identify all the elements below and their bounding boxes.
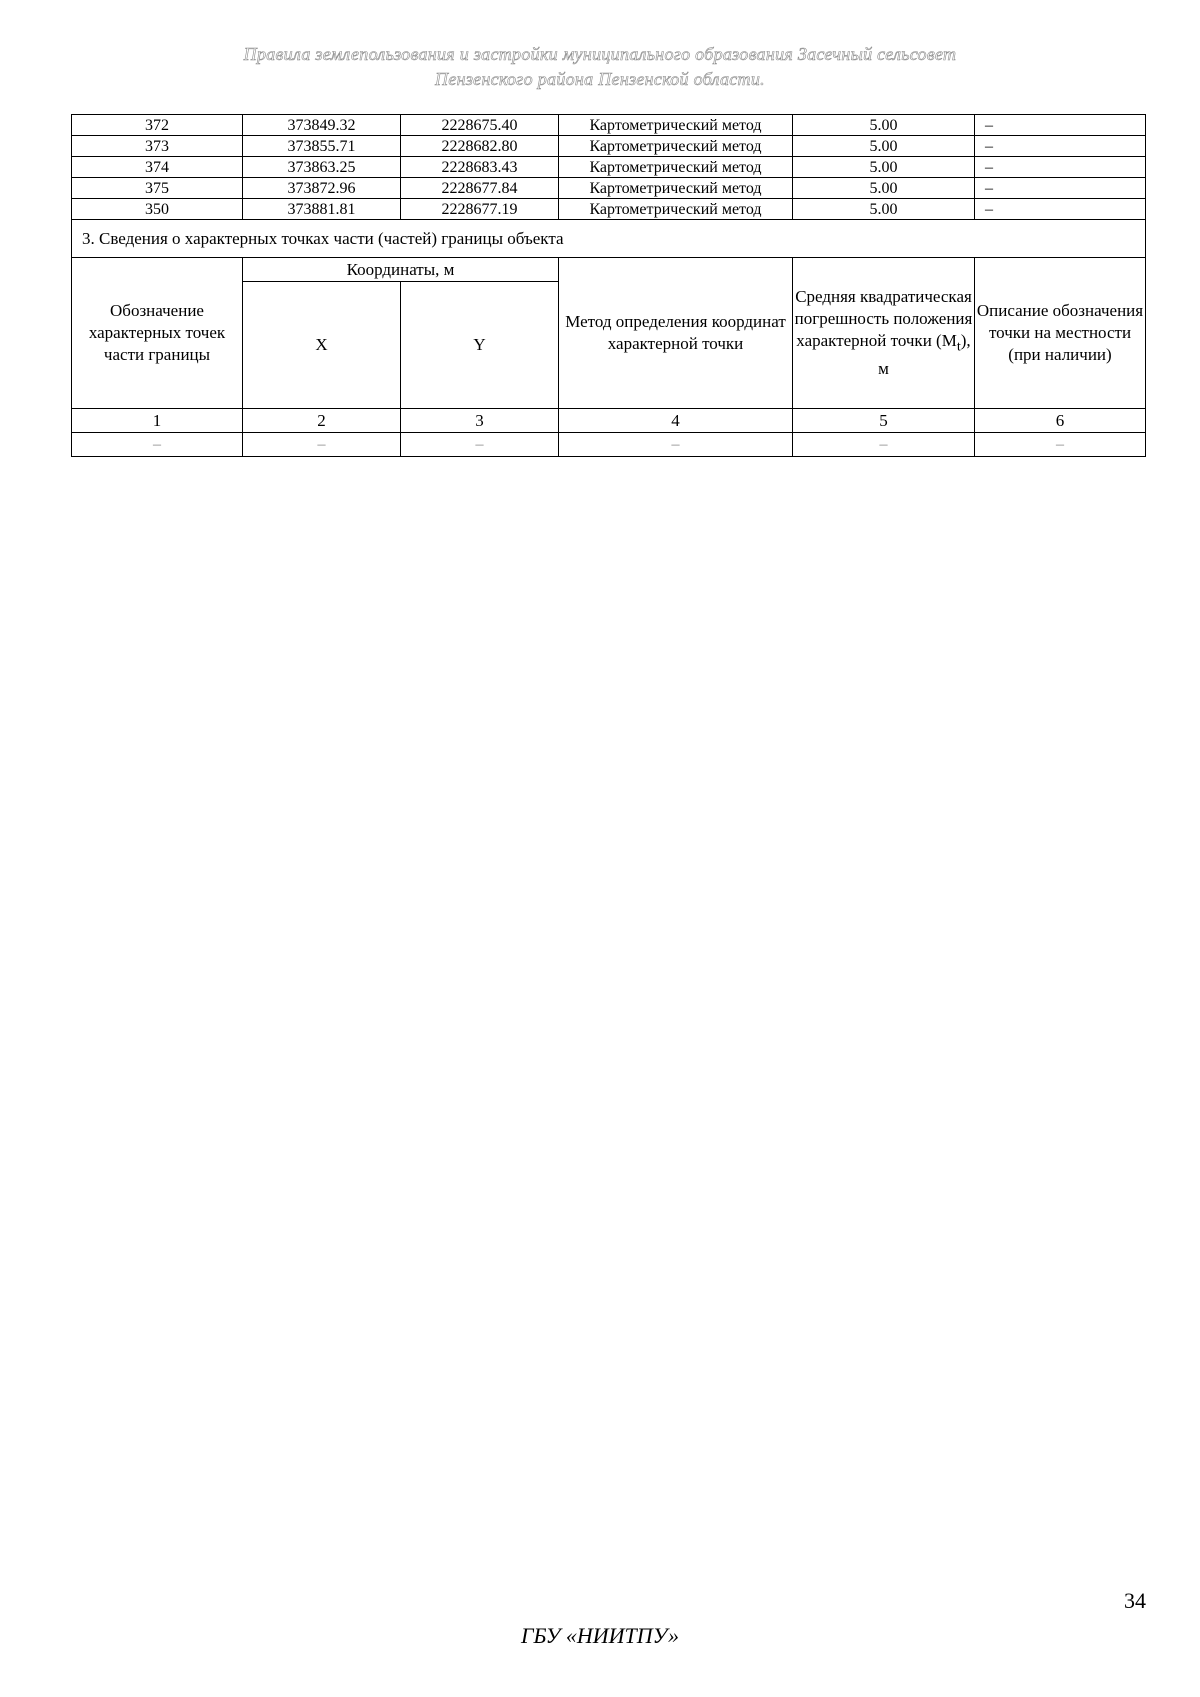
column-number: 5: [793, 409, 975, 433]
column-number: 4: [559, 409, 793, 433]
section-row: [72, 220, 1146, 258]
empty-cell: –: [243, 433, 401, 457]
column-number: 2: [243, 409, 401, 433]
accuracy-cell: 5.00: [793, 136, 975, 157]
header-designation: Обозначение характерных точек части границы: [72, 258, 243, 409]
y-coordinate-cell: 2228677.84: [401, 178, 559, 199]
empty-cell: –: [559, 433, 793, 457]
x-coordinate-cell: 373881.81: [243, 199, 401, 220]
description-cell: –: [975, 136, 1146, 157]
accuracy-cell: 5.00: [793, 157, 975, 178]
y-coordinate-cell: 2228682.80: [401, 136, 559, 157]
table-row: [72, 178, 1146, 199]
empty-cell: –: [793, 433, 975, 457]
table-row: [72, 199, 1146, 220]
header-description: Описание обозначения точки на местности (при наличии): [975, 258, 1146, 409]
header-y: Y: [401, 282, 559, 409]
accuracy-cell: 5.00: [793, 115, 975, 136]
header-coordinates: Координаты, м: [243, 258, 559, 282]
description-cell: –: [975, 115, 1146, 136]
empty-row: [72, 433, 1146, 457]
y-coordinate-cell: 2228677.19: [401, 199, 559, 220]
x-coordinate-cell: 373855.71: [243, 136, 401, 157]
header-accuracy: [793, 258, 975, 409]
method-cell: Картометрический метод: [559, 136, 793, 157]
header-method: Метод определения координат характерной точки: [559, 258, 793, 409]
section-title: 3. Сведения о характерных точках части (частей) границы объекта: [72, 220, 1146, 258]
footer-organization: ГБУ «НИИТПУ»: [520, 1623, 680, 1648]
point-number-cell: 373: [72, 136, 243, 157]
accuracy-cell: 5.00: [793, 199, 975, 220]
point-number-cell: 350: [72, 199, 243, 220]
point-number-cell: 374: [72, 157, 243, 178]
method-cell: Картометрический метод: [559, 157, 793, 178]
table-row: [72, 115, 1146, 136]
column-numbers-row: [72, 409, 1146, 433]
y-coordinate-cell: 2228675.40: [401, 115, 559, 136]
description-cell: –: [975, 199, 1146, 220]
empty-cell: –: [72, 433, 243, 457]
table-row: [72, 136, 1146, 157]
running-header-line-2: Пензенского района Пензенской области.: [435, 69, 765, 89]
y-coordinate-cell: 2228683.43: [401, 157, 559, 178]
x-coordinate-cell: 373863.25: [243, 157, 401, 178]
x-coordinate-cell: 373872.96: [243, 178, 401, 199]
header-row-1: [72, 258, 1146, 282]
header-accuracy-unit: ), м: [878, 331, 971, 378]
method-cell: Картометрический метод: [559, 115, 793, 136]
method-cell: Картометрический метод: [559, 199, 793, 220]
table-row: [72, 157, 1146, 178]
method-cell: Картометрический метод: [559, 178, 793, 199]
description-cell: –: [975, 157, 1146, 178]
column-number: 6: [975, 409, 1146, 433]
page-number: 34: [1124, 1588, 1146, 1613]
running-header: [0, 42, 1200, 92]
description-cell: –: [975, 178, 1146, 199]
header-x: X: [243, 282, 401, 409]
empty-cell: –: [975, 433, 1146, 457]
point-number-cell: 372: [72, 115, 243, 136]
coordinates-table: [71, 114, 1146, 457]
column-number: 3: [401, 409, 559, 433]
running-header-line-1: Правила землепользования и застройки муниципального образования Засечный сельсовет: [243, 44, 957, 64]
column-number: 1: [72, 409, 243, 433]
accuracy-cell: 5.00: [793, 178, 975, 199]
header-accuracy-text: Средняя квадратическая погрешность положения характерной точки (M: [794, 287, 973, 351]
empty-cell: –: [401, 433, 559, 457]
point-number-cell: 375: [72, 178, 243, 199]
header-accuracy-subscript: t: [956, 338, 961, 355]
x-coordinate-cell: 373849.32: [243, 115, 401, 136]
